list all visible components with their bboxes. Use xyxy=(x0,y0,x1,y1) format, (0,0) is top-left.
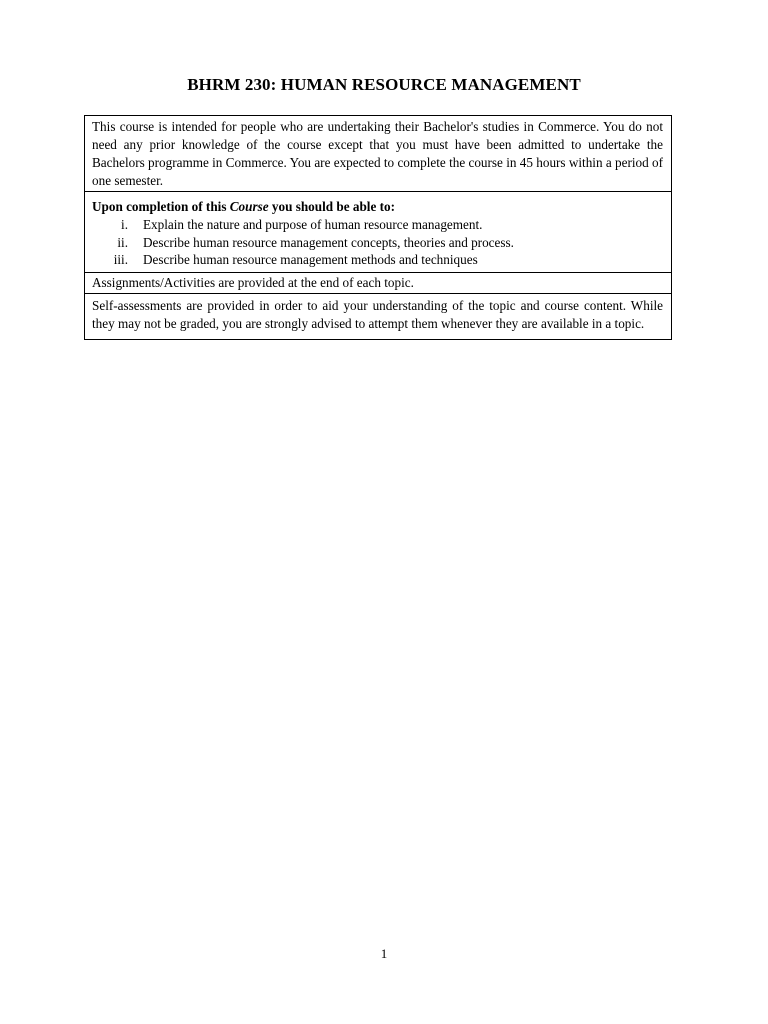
learning-outcomes-cell xyxy=(85,191,671,272)
page-number: 1 xyxy=(380,946,388,961)
list-item-number: iii. xyxy=(113,252,128,267)
heading-suffix: you should be able to: xyxy=(268,199,396,214)
list-item-text: Describe human resource management concepts, theories and process. xyxy=(143,234,514,250)
list-item xyxy=(92,234,663,252)
list-item-number: i. xyxy=(121,217,128,232)
list-item-number: ii. xyxy=(117,234,128,250)
course-info-table xyxy=(84,115,672,340)
heading-prefix: Upon completion of this xyxy=(92,199,230,214)
list-item-text: Explain the nature and purpose of human resource management. xyxy=(143,217,483,232)
list-item xyxy=(92,216,663,234)
heading-emphasis: Course xyxy=(229,199,269,214)
learning-outcomes-heading xyxy=(92,198,663,216)
assignments-cell: Assignments/Activities are provided at the end of each topic. xyxy=(85,272,671,293)
course-intro-cell: This course is intended for people who are undertaking their Bachelor's studies in Commerce. You do not need any prior knowledge of the course except that you must have been admitted to undertake the Bachelors programme in Commerce. You are expected to complete the course in 45 hours within a period of one semester. xyxy=(92,119,663,188)
self-assessment-cell: Self-assessments are provided in order to aid your understanding of the topic and course content. While they may not be graded, you are strongly advised to attempt them whenever they are available in a topic. xyxy=(85,293,671,339)
list-item-text: Describe human resource management methods and techniques xyxy=(143,252,478,267)
learning-outcomes-list xyxy=(92,216,663,269)
page-title: BHRM 230: HUMAN RESOURCE MANAGEMENT xyxy=(187,75,581,94)
list-item xyxy=(92,251,663,269)
